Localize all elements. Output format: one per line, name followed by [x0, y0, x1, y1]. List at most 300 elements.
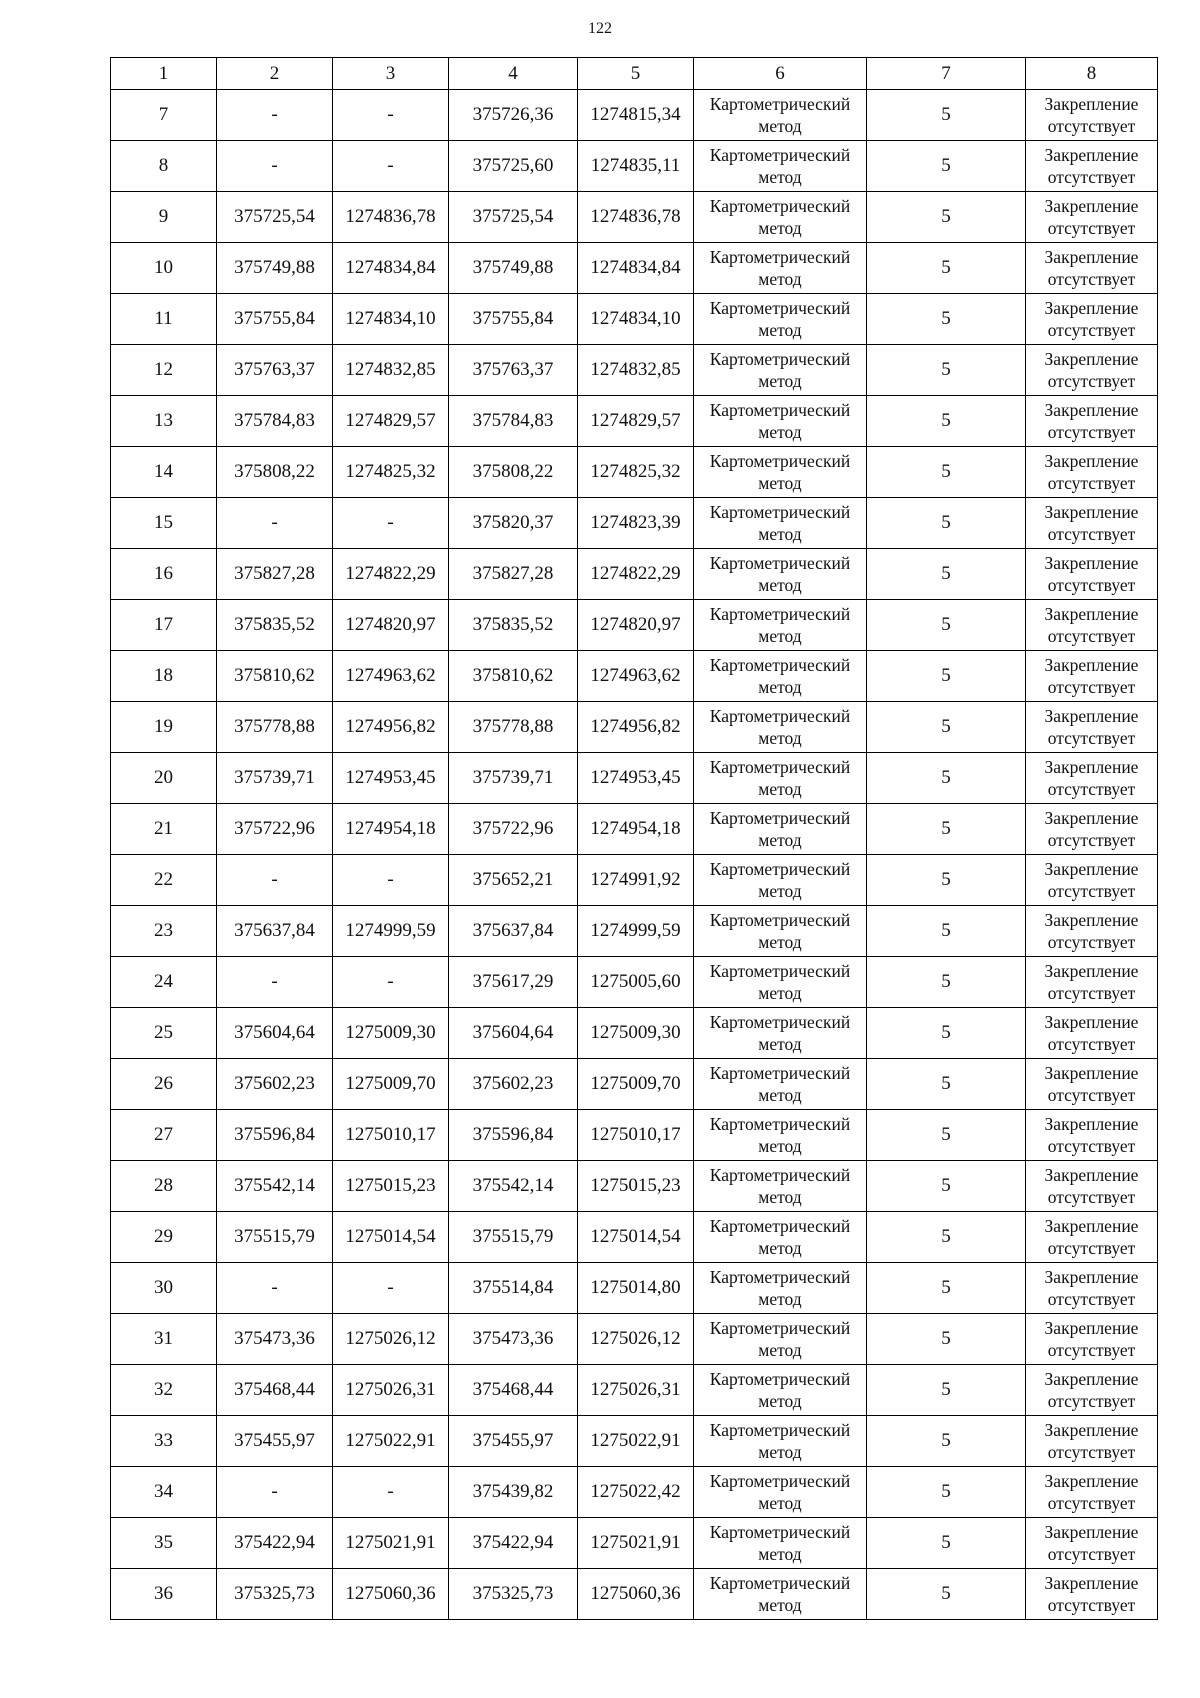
fixation-text: отсутствует: [1047, 983, 1136, 1003]
method-cell: [694, 1314, 867, 1365]
fixation-cell: [1026, 1569, 1158, 1620]
method-cell: [694, 141, 867, 192]
method-text: метод: [758, 1493, 802, 1513]
table-row: [111, 804, 1158, 855]
old-x-cell: -: [217, 498, 333, 549]
method-text: метод: [758, 1289, 802, 1309]
table-row: [111, 1518, 1158, 1569]
new-y-cell: 1274991,92: [578, 855, 694, 906]
old-x-cell: 375473,36: [217, 1314, 333, 1365]
fixation-text: Закрепление: [1044, 349, 1139, 369]
old-y-cell: 1275010,17: [333, 1110, 449, 1161]
new-x-cell: 375827,28: [449, 549, 578, 600]
point-number-cell: 27: [111, 1110, 217, 1161]
method-cell: [694, 1263, 867, 1314]
old-y-cell: 1274954,18: [333, 804, 449, 855]
method-text: метод: [758, 1391, 802, 1411]
old-y-cell: -: [333, 141, 449, 192]
fixation-text: отсутствует: [1047, 575, 1136, 595]
method-text: Картометрический: [709, 604, 851, 624]
method-text: метод: [758, 1136, 802, 1156]
fixation-text: Закрепление: [1044, 1012, 1139, 1032]
accuracy-cell: 5: [867, 1365, 1026, 1416]
old-x-cell: 375784,83: [217, 396, 333, 447]
old-y-cell: 1274825,32: [333, 447, 449, 498]
method-cell: [694, 1569, 867, 1620]
method-text: метод: [758, 728, 802, 748]
column-header-2: 2: [217, 58, 333, 90]
method-cell: [694, 855, 867, 906]
accuracy-cell: 5: [867, 1161, 1026, 1212]
new-y-cell: 1274835,11: [578, 141, 694, 192]
fixation-text: Закрепление: [1044, 400, 1139, 420]
method-cell: [694, 702, 867, 753]
method-cell: [694, 906, 867, 957]
method-text: метод: [758, 932, 802, 952]
accuracy-cell: 5: [867, 1467, 1026, 1518]
old-y-cell: 1275014,54: [333, 1212, 449, 1263]
old-x-cell: 375810,62: [217, 651, 333, 702]
method-text: Картометрический: [709, 196, 851, 216]
method-text: Картометрический: [709, 247, 851, 267]
fixation-text: отсутствует: [1047, 677, 1136, 697]
table-row: [111, 498, 1158, 549]
method-cell: [694, 651, 867, 702]
new-x-cell: 375604,64: [449, 1008, 578, 1059]
fixation-cell: [1026, 447, 1158, 498]
method-cell: [694, 396, 867, 447]
new-y-cell: 1274832,85: [578, 345, 694, 396]
method-text: Картометрический: [709, 808, 851, 828]
point-number-cell: 35: [111, 1518, 217, 1569]
table-row: [111, 1008, 1158, 1059]
point-number-cell: 25: [111, 1008, 217, 1059]
accuracy-cell: 5: [867, 753, 1026, 804]
table-row: [111, 753, 1158, 804]
table-body: [111, 90, 1158, 1620]
accuracy-cell: 5: [867, 1569, 1026, 1620]
old-y-cell: 1274834,84: [333, 243, 449, 294]
point-number-cell: 34: [111, 1467, 217, 1518]
point-number-cell: 19: [111, 702, 217, 753]
old-y-cell: 1274820,97: [333, 600, 449, 651]
fixation-text: отсутствует: [1047, 932, 1136, 952]
method-text: метод: [758, 983, 802, 1003]
new-y-cell: 1274834,84: [578, 243, 694, 294]
new-x-cell: 375422,94: [449, 1518, 578, 1569]
column-header-1: 1: [111, 58, 217, 90]
fixation-text: отсутствует: [1047, 371, 1136, 391]
fixation-text: отсутствует: [1047, 1595, 1136, 1615]
old-x-cell: 375422,94: [217, 1518, 333, 1569]
old-y-cell: 1274956,82: [333, 702, 449, 753]
new-y-cell: 1274834,10: [578, 294, 694, 345]
method-cell: [694, 804, 867, 855]
new-x-cell: 375726,36: [449, 90, 578, 141]
table-row: [111, 447, 1158, 498]
accuracy-cell: 5: [867, 243, 1026, 294]
new-x-cell: 375749,88: [449, 243, 578, 294]
fixation-cell: [1026, 1110, 1158, 1161]
accuracy-cell: 5: [867, 1212, 1026, 1263]
fixation-text: отсутствует: [1047, 1493, 1136, 1513]
table-row: [111, 1212, 1158, 1263]
method-text: Картометрический: [709, 349, 851, 369]
fixation-cell: [1026, 1518, 1158, 1569]
fixation-text: Закрепление: [1044, 94, 1139, 114]
accuracy-cell: 5: [867, 192, 1026, 243]
fixation-text: Закрепление: [1044, 1114, 1139, 1134]
old-y-cell: 1275026,12: [333, 1314, 449, 1365]
new-y-cell: 1274820,97: [578, 600, 694, 651]
fixation-text: отсутствует: [1047, 116, 1136, 136]
fixation-text: отсутствует: [1047, 524, 1136, 544]
old-x-cell: 375602,23: [217, 1059, 333, 1110]
point-number-cell: 18: [111, 651, 217, 702]
old-x-cell: 375827,28: [217, 549, 333, 600]
old-x-cell: 375808,22: [217, 447, 333, 498]
fixation-text: Закрепление: [1044, 604, 1139, 624]
accuracy-cell: 5: [867, 447, 1026, 498]
fixation-text: Закрепление: [1044, 655, 1139, 675]
table-row: [111, 90, 1158, 141]
fixation-cell: [1026, 1263, 1158, 1314]
old-x-cell: -: [217, 90, 333, 141]
method-text: Картометрический: [709, 1063, 851, 1083]
method-text: метод: [758, 677, 802, 697]
method-text: Картометрический: [709, 1318, 851, 1338]
method-text: Картометрический: [709, 1522, 851, 1542]
method-cell: [694, 294, 867, 345]
fixation-text: Закрепление: [1044, 1522, 1139, 1542]
new-x-cell: 375778,88: [449, 702, 578, 753]
table-row: [111, 243, 1158, 294]
accuracy-cell: 5: [867, 804, 1026, 855]
point-number-cell: 31: [111, 1314, 217, 1365]
method-text: метод: [758, 626, 802, 646]
fixation-cell: [1026, 651, 1158, 702]
method-cell: [694, 1365, 867, 1416]
new-x-cell: 375722,96: [449, 804, 578, 855]
fixation-text: Закрепление: [1044, 1318, 1139, 1338]
fixation-cell: [1026, 1467, 1158, 1518]
old-x-cell: 375835,52: [217, 600, 333, 651]
fixation-text: отсутствует: [1047, 1289, 1136, 1309]
old-y-cell: -: [333, 1467, 449, 1518]
accuracy-cell: 5: [867, 855, 1026, 906]
old-y-cell: 1274832,85: [333, 345, 449, 396]
old-x-cell: 375778,88: [217, 702, 333, 753]
point-number-cell: 30: [111, 1263, 217, 1314]
fixation-text: Закрепление: [1044, 553, 1139, 573]
fixation-text: Закрепление: [1044, 757, 1139, 777]
method-cell: [694, 447, 867, 498]
point-number-cell: 32: [111, 1365, 217, 1416]
old-x-cell: 375604,64: [217, 1008, 333, 1059]
method-cell: [694, 1059, 867, 1110]
fixation-cell: [1026, 1314, 1158, 1365]
fixation-cell: [1026, 957, 1158, 1008]
point-number-cell: 23: [111, 906, 217, 957]
old-x-cell: 375763,37: [217, 345, 333, 396]
accuracy-cell: 5: [867, 1416, 1026, 1467]
old-x-cell: -: [217, 1263, 333, 1314]
method-text: Картометрический: [709, 1573, 851, 1593]
point-number-cell: 17: [111, 600, 217, 651]
fixation-cell: [1026, 549, 1158, 600]
fixation-text: отсутствует: [1047, 830, 1136, 850]
method-text: Картометрический: [709, 910, 851, 930]
fixation-cell: [1026, 90, 1158, 141]
new-y-cell: 1275060,36: [578, 1569, 694, 1620]
method-cell: [694, 1416, 867, 1467]
method-text: Картометрический: [709, 1369, 851, 1389]
fixation-cell: [1026, 1008, 1158, 1059]
table-row: [111, 855, 1158, 906]
table-row: [111, 1161, 1158, 1212]
method-text: метод: [758, 1340, 802, 1360]
method-cell: [694, 498, 867, 549]
new-y-cell: 1274825,32: [578, 447, 694, 498]
fixation-text: Закрепление: [1044, 1471, 1139, 1491]
method-text: метод: [758, 1544, 802, 1564]
new-y-cell: 1274815,34: [578, 90, 694, 141]
table-row: [111, 1314, 1158, 1365]
method-text: метод: [758, 320, 802, 340]
method-text: метод: [758, 881, 802, 901]
fixation-cell: [1026, 345, 1158, 396]
fixation-text: Закрепление: [1044, 451, 1139, 471]
new-y-cell: 1275022,91: [578, 1416, 694, 1467]
accuracy-cell: 5: [867, 549, 1026, 600]
point-number-cell: 28: [111, 1161, 217, 1212]
table-row: [111, 906, 1158, 957]
new-y-cell: 1274999,59: [578, 906, 694, 957]
old-x-cell: 375749,88: [217, 243, 333, 294]
method-text: метод: [758, 116, 802, 136]
point-number-cell: 11: [111, 294, 217, 345]
old-x-cell: 375637,84: [217, 906, 333, 957]
new-y-cell: 1274956,82: [578, 702, 694, 753]
method-text: метод: [758, 779, 802, 799]
old-x-cell: 375515,79: [217, 1212, 333, 1263]
method-text: Картометрический: [709, 1114, 851, 1134]
table-row: [111, 396, 1158, 447]
column-header-8: 8: [1026, 58, 1158, 90]
table-row: [111, 192, 1158, 243]
accuracy-cell: 5: [867, 1314, 1026, 1365]
accuracy-cell: 5: [867, 345, 1026, 396]
method-text: метод: [758, 1442, 802, 1462]
table-row: [111, 1467, 1158, 1518]
old-y-cell: 1274822,29: [333, 549, 449, 600]
table-row: [111, 141, 1158, 192]
new-y-cell: 1275014,80: [578, 1263, 694, 1314]
method-text: метод: [758, 269, 802, 289]
method-text: Картометрический: [709, 1471, 851, 1491]
table-row: [111, 1416, 1158, 1467]
old-x-cell: 375468,44: [217, 1365, 333, 1416]
point-number-cell: 29: [111, 1212, 217, 1263]
method-cell: [694, 1212, 867, 1263]
column-header-6: 6: [694, 58, 867, 90]
old-x-cell: 375455,97: [217, 1416, 333, 1467]
fixation-cell: [1026, 294, 1158, 345]
method-text: Картометрический: [709, 655, 851, 675]
method-cell: [694, 1161, 867, 1212]
old-y-cell: 1275015,23: [333, 1161, 449, 1212]
old-y-cell: 1274953,45: [333, 753, 449, 804]
accuracy-cell: 5: [867, 600, 1026, 651]
fixation-text: Закрепление: [1044, 502, 1139, 522]
accuracy-cell: 5: [867, 1059, 1026, 1110]
new-x-cell: 375602,23: [449, 1059, 578, 1110]
old-x-cell: 375739,71: [217, 753, 333, 804]
method-cell: [694, 549, 867, 600]
fixation-text: Закрепление: [1044, 145, 1139, 165]
fixation-text: отсутствует: [1047, 167, 1136, 187]
new-x-cell: 375468,44: [449, 1365, 578, 1416]
old-y-cell: -: [333, 498, 449, 549]
method-cell: [694, 600, 867, 651]
old-x-cell: -: [217, 957, 333, 1008]
fixation-cell: [1026, 498, 1158, 549]
new-y-cell: 1275009,30: [578, 1008, 694, 1059]
point-number-cell: 22: [111, 855, 217, 906]
accuracy-cell: 5: [867, 1263, 1026, 1314]
fixation-text: отсутствует: [1047, 422, 1136, 442]
method-cell: [694, 192, 867, 243]
new-y-cell: 1274823,39: [578, 498, 694, 549]
fixation-cell: [1026, 855, 1158, 906]
old-x-cell: 375325,73: [217, 1569, 333, 1620]
fixation-cell: [1026, 1059, 1158, 1110]
old-x-cell: 375542,14: [217, 1161, 333, 1212]
fixation-cell: [1026, 141, 1158, 192]
old-y-cell: -: [333, 855, 449, 906]
method-text: Картометрический: [709, 1420, 851, 1440]
old-x-cell: 375725,54: [217, 192, 333, 243]
old-y-cell: 1275009,70: [333, 1059, 449, 1110]
new-y-cell: 1274953,45: [578, 753, 694, 804]
table-row: [111, 294, 1158, 345]
method-cell: [694, 1467, 867, 1518]
method-text: метод: [758, 1085, 802, 1105]
new-x-cell: 375835,52: [449, 600, 578, 651]
accuracy-cell: 5: [867, 957, 1026, 1008]
method-text: Картометрический: [709, 298, 851, 318]
fixation-cell: [1026, 702, 1158, 753]
method-text: метод: [758, 1187, 802, 1207]
old-y-cell: -: [333, 90, 449, 141]
method-text: метод: [758, 524, 802, 544]
new-x-cell: 375637,84: [449, 906, 578, 957]
old-x-cell: -: [217, 141, 333, 192]
new-y-cell: 1274829,57: [578, 396, 694, 447]
old-x-cell: 375596,84: [217, 1110, 333, 1161]
new-y-cell: 1275010,17: [578, 1110, 694, 1161]
table-row: [111, 1263, 1158, 1314]
old-x-cell: -: [217, 1467, 333, 1518]
old-y-cell: 1275009,30: [333, 1008, 449, 1059]
new-x-cell: 375325,73: [449, 1569, 578, 1620]
fixation-text: Закрепление: [1044, 961, 1139, 981]
old-x-cell: 375755,84: [217, 294, 333, 345]
old-y-cell: -: [333, 1263, 449, 1314]
fixation-text: Закрепление: [1044, 1063, 1139, 1083]
method-text: Картометрический: [709, 94, 851, 114]
method-cell: [694, 243, 867, 294]
point-number-cell: 36: [111, 1569, 217, 1620]
new-x-cell: 375596,84: [449, 1110, 578, 1161]
fixation-text: Закрепление: [1044, 1165, 1139, 1185]
old-y-cell: 1274999,59: [333, 906, 449, 957]
method-text: Картометрический: [709, 757, 851, 777]
point-number-cell: 12: [111, 345, 217, 396]
point-number-cell: 21: [111, 804, 217, 855]
accuracy-cell: 5: [867, 498, 1026, 549]
table-row: [111, 549, 1158, 600]
method-text: Картометрический: [709, 553, 851, 573]
column-header-5: 5: [578, 58, 694, 90]
fixation-text: отсутствует: [1047, 1442, 1136, 1462]
method-cell: [694, 1110, 867, 1161]
new-x-cell: 375820,37: [449, 498, 578, 549]
fixation-cell: [1026, 1212, 1158, 1263]
method-cell: [694, 957, 867, 1008]
old-y-cell: 1275021,91: [333, 1518, 449, 1569]
new-y-cell: 1275022,42: [578, 1467, 694, 1518]
fixation-cell: [1026, 804, 1158, 855]
table-row: [111, 1569, 1158, 1620]
method-text: метод: [758, 167, 802, 187]
new-x-cell: 375808,22: [449, 447, 578, 498]
new-y-cell: 1275026,31: [578, 1365, 694, 1416]
table-row: [111, 651, 1158, 702]
fixation-text: отсутствует: [1047, 626, 1136, 646]
table-row: [111, 1365, 1158, 1416]
fixation-text: отсутствует: [1047, 473, 1136, 493]
new-x-cell: 375784,83: [449, 396, 578, 447]
table-row: [111, 957, 1158, 1008]
point-number-cell: 24: [111, 957, 217, 1008]
method-text: метод: [758, 422, 802, 442]
old-y-cell: 1274834,10: [333, 294, 449, 345]
new-x-cell: 375514,84: [449, 1263, 578, 1314]
method-text: Картометрический: [709, 451, 851, 471]
new-y-cell: 1275015,23: [578, 1161, 694, 1212]
old-y-cell: 1274963,62: [333, 651, 449, 702]
point-number-cell: 9: [111, 192, 217, 243]
fixation-cell: [1026, 753, 1158, 804]
method-cell: [694, 753, 867, 804]
new-x-cell: 375515,79: [449, 1212, 578, 1263]
method-text: метод: [758, 473, 802, 493]
fixation-cell: [1026, 600, 1158, 651]
fixation-text: Закрепление: [1044, 706, 1139, 726]
new-x-cell: 375810,62: [449, 651, 578, 702]
fixation-text: отсутствует: [1047, 1340, 1136, 1360]
fixation-cell: [1026, 1161, 1158, 1212]
fixation-text: Закрепление: [1044, 196, 1139, 216]
method-cell: [694, 90, 867, 141]
accuracy-cell: 5: [867, 90, 1026, 141]
fixation-text: отсутствует: [1047, 1085, 1136, 1105]
new-x-cell: 375473,36: [449, 1314, 578, 1365]
old-y-cell: 1274836,78: [333, 192, 449, 243]
new-y-cell: 1275005,60: [578, 957, 694, 1008]
method-text: Картометрический: [709, 961, 851, 981]
